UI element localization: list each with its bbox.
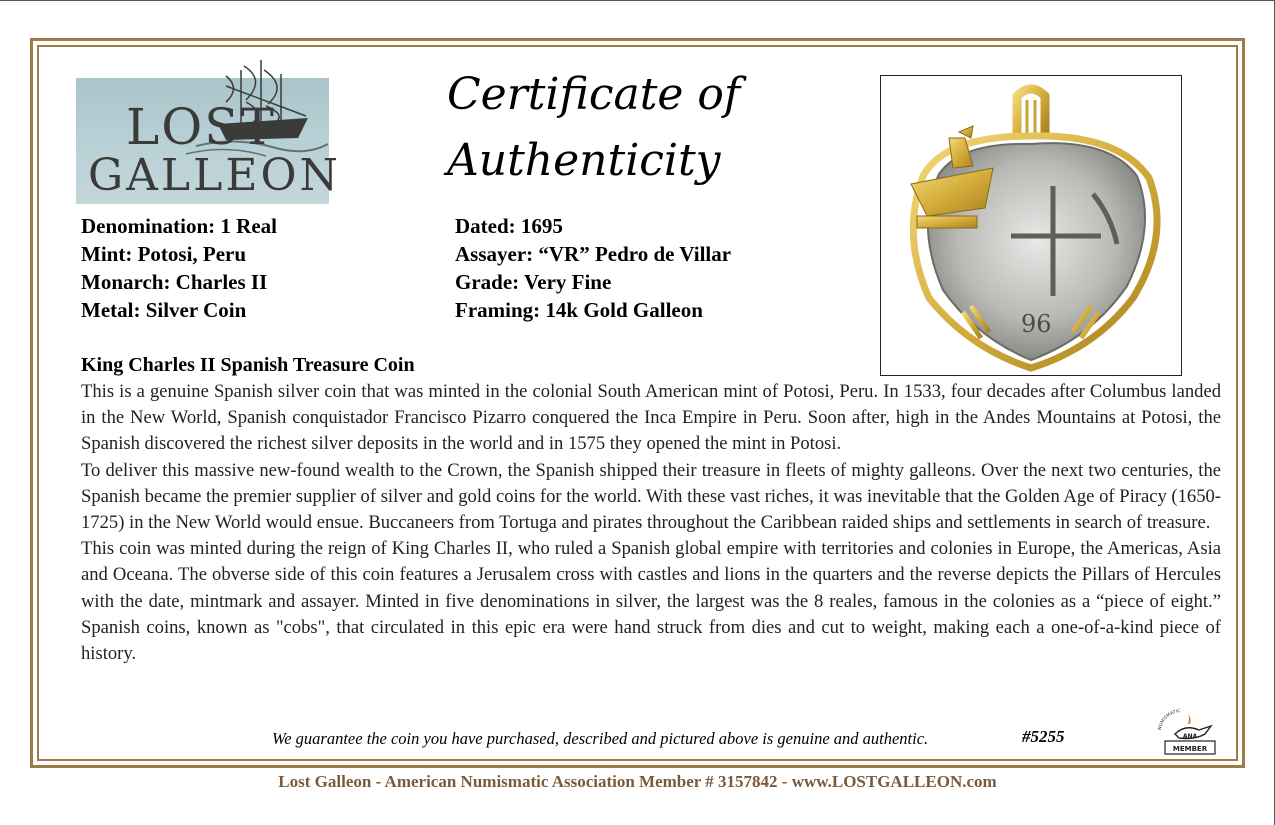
ana-member-badge [1155, 708, 1221, 758]
lost-galleon-logo [76, 78, 342, 204]
ana-label: ANA [1182, 733, 1198, 740]
dated: Dated: 1695 [455, 214, 563, 238]
svg-text:NUMISMATIC [1157, 708, 1181, 730]
logo-word-galleon: GALLEON [88, 150, 342, 201]
ana-arc-text: NUMISMATIC [1157, 708, 1181, 731]
denomination: Denomination: 1 Real [81, 214, 277, 238]
top-rule [0, 0, 1275, 1]
footer-membership-line: Lost Galleon - American Numismatic Association Member # 3157842 - www.LOSTGALLEON.com [278, 772, 997, 791]
grade: Grade: Very Fine [455, 270, 612, 294]
assayer: Assayer: “VR” Pedro de Villar [455, 242, 732, 266]
description-body [81, 379, 1221, 667]
mint: Mint: Potosi, Peru [81, 242, 247, 266]
description-paragraph: To deliver this massive new-found wealth to the Crown, the Spanish shipped their treasure in fleets of mighty galleons. Over the next two centuries, the Spanish became the premier supplier of silver and gold coins for the world. With these vast riches, it was inevitable that the Golden Age of Piracy (1650-1725) in the New World would ensue. Buccaneers from Tortuga and pirates throughout the Caribbean raided ships and settlements in search of treasure. [81, 459, 1221, 534]
logo-word-lost: LOST [126, 98, 276, 156]
coin-date-inscription: 96 [1021, 310, 1052, 338]
title-line-2: Authenticity [447, 135, 721, 186]
monarch: Monarch: Charles II [81, 270, 268, 294]
description-paragraph: This coin was minted during the reign of King Charles II, who ruled a Spanish global empire with territories and colonies in Europe, the Americas, Asia and Oceana. The obverse side of this coin features a Jerusalem cross with castles and lions in the quarters and the reverse depicts the Pillars of Hercules with the date, mintmark and assayer. Minted in five denominations in silver, the largest was the 8 reales, famous in the colonies as a “piece of eight.” Spanish coins, known as "cobs", that circulated in this epic era were hand struck from dies and cut to weight, making each a one-of-a-kind piece of history. [81, 538, 1221, 665]
coin-details-right [455, 212, 731, 324]
ana-lamp-icon [1155, 708, 1221, 758]
description-paragraph: This is a genuine Spanish silver coin that was minted in the colonial South American mint of Potosi, Peru. In 1533, four decades after Columbus landed in the New World, Spanish conquistador Francisco Pizarro conquered the Inca Empire in Peru. Soon after, high in the Andes Mountains at Potosi, the Spanish discovered the richest silver deposits in the world and in 1575 they opened the mint in Potosi. [81, 381, 1221, 455]
description-heading: King Charles II Spanish Treasure Coin [81, 354, 415, 376]
framing: Framing: 14k Gold Galleon [455, 298, 703, 322]
certificate-title [447, 62, 777, 194]
metal: Metal: Silver Coin [81, 298, 247, 322]
ana-member-label: MEMBER [1172, 745, 1208, 753]
coin-pendant-image [881, 76, 1181, 375]
title-line-1: Certificate of [447, 69, 741, 120]
coin-details-left [81, 212, 277, 324]
certificate-number: #5255 [1022, 727, 1065, 746]
guarantee-statement: We guarantee the coin you have purchased, described and pictured above is genuine and authentic. [272, 729, 929, 748]
coin-photo-frame [880, 75, 1182, 376]
